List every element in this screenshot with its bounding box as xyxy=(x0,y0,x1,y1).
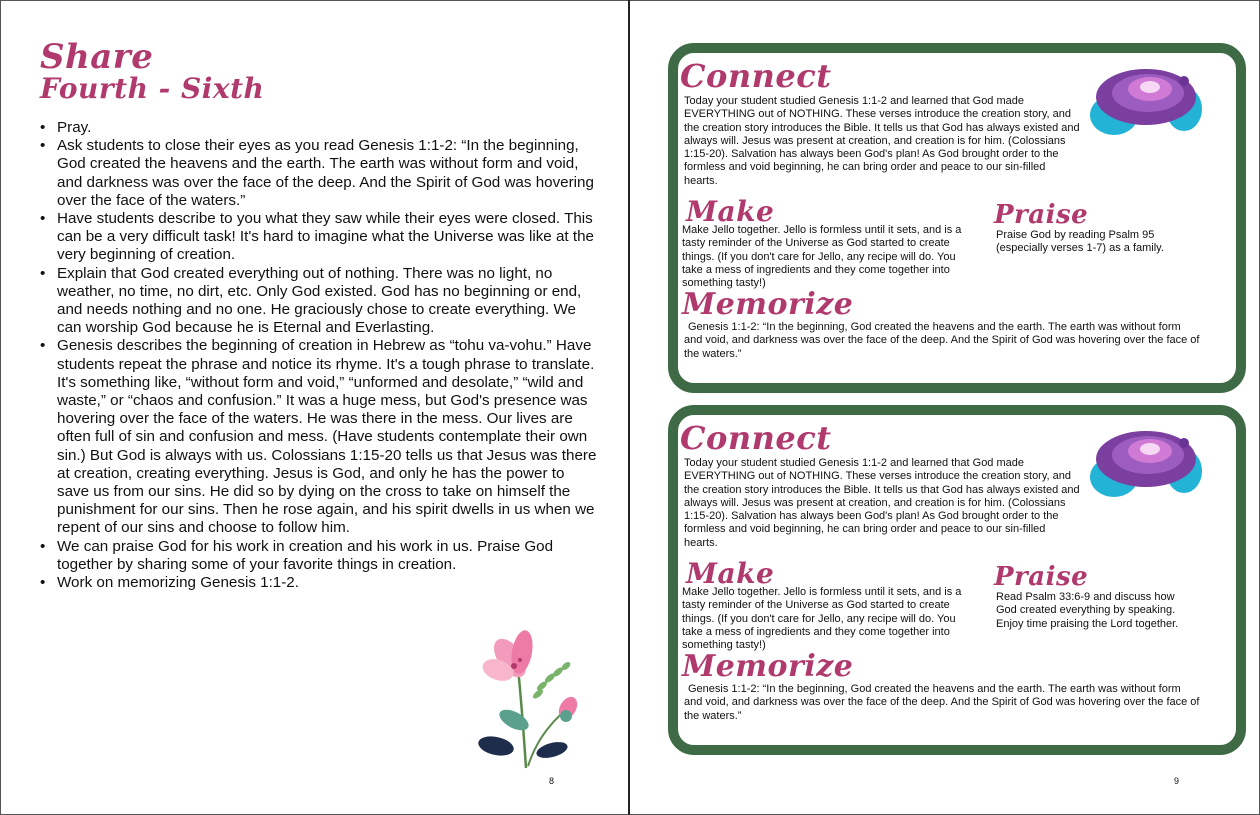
page-number: 8 xyxy=(549,776,555,786)
praise-heading: Praise xyxy=(994,562,1089,592)
praise-text: Praise God by reading Psalm 95 (especially verses 1-7) as a family. xyxy=(996,229,1164,255)
activity-card xyxy=(668,405,1246,755)
memorize-heading: Memorize xyxy=(682,287,854,322)
make-heading: Make xyxy=(686,557,775,590)
list-item: • Ask students to close their eyes as you read Genesis 1:1-2: “In the beginning, God created the heavens and the earth. The earth was without form and void, and darkness was over the face of the deep. And the Spirit of God was hovering over the face of the waters.” xyxy=(38,137,598,210)
activity-card xyxy=(668,43,1246,393)
make-heading: Make xyxy=(686,195,775,228)
connect-heading: Connect xyxy=(680,419,832,457)
list-item: • Have students describe to you what they saw while their eyes were closed. This can be a very difficult task! It's hard to imagine what the Universe was like at the very beginning of creation. xyxy=(38,210,598,265)
list-item: • We can praise God for his work in creation and his work in us. Praise God together by sharing some of your favorite things in creation. xyxy=(38,538,598,574)
page-number: 9 xyxy=(1174,776,1180,786)
memorize-text: Genesis 1:1-2: “In the beginning, God created the heavens and the earth. The earth was without form and void, and darkness was over the face of the deep. And the Spirit of God was hovering over the face of the waters.” xyxy=(684,321,1200,360)
connect-heading: Connect xyxy=(680,57,832,95)
flower-illustration xyxy=(478,628,578,773)
memorize-heading: Memorize xyxy=(682,649,854,684)
connect-text: Today your student studied Genesis 1:1-2 and learned that God made EVERYTHING out of NOTHING. These verses introduce the creation story, and the creation story introduces the Bible. It tells us that God has always existed and always will. Jesus was present at creation, and creation is for him. (Colossians 1:15-20). Salvation has always been God's plan! As God brought order to the formless and void beginning, he can bring order and peace to our sin-filled hearts. xyxy=(684,95,1080,187)
make-text: Make Jello together. Jello is formless until it sets, and is a tasty reminder of the Universe as God started to create things. (If you don't care for Jello, any recipe will do. You take a mess of ingredients and they come together into something tasty!) xyxy=(682,586,962,652)
page-subtitle: Fourth - Sixth xyxy=(40,72,265,105)
right-page xyxy=(630,0,1258,813)
galaxy-illustration xyxy=(1086,59,1204,141)
page-title: Share xyxy=(40,37,154,77)
list-item: • Genesis describes the beginning of creation in Hebrew as “tohu va-vohu.” Have students repeat the phrase and notice its rhyme. It's a tough phrase to translate. It's something like, “without form and void,” “unformed and desolate,” “wild and waste,” or “chaos and confusion.” It was a huge mess, but God's presence was hovering over the face of the waters. He was there in the mess. Our lives are often full of sin and confusion and mess. (Have students contemplate their own sin.) But God is always with us. Colossians 1:15-20 tells us that Jesus was there at creation, creating everything. Jesus is God, and only he has the power to save us from our sins. He did so by dying on the cross to take on himself the punishment for our sins. Then he rose again, and his spirit dwells in us when we repent of our sins and choose to follow him. xyxy=(38,337,598,537)
connect-text: Today your student studied Genesis 1:1-2 and learned that God made EVERYTHING out of NOTHING. These verses introduce the creation story, and the creation story introduces the Bible. It tells us that God has always existed and always will. Jesus was present at creation, and creation is for him. (Colossians 1:15-20). Salvation has always been God's plan! As God brought order to the formless and void beginning, he can bring order and peace to our sin-filled hearts. xyxy=(684,457,1080,549)
praise-text: Read Psalm 33:6-9 and discuss how God created everything by speaking. Enjoy time praising the Lord together. xyxy=(996,591,1179,630)
galaxy-illustration xyxy=(1086,421,1204,503)
make-text: Make Jello together. Jello is formless until it sets, and is a tasty reminder of the Universe as God started to create things. (If you don't care for Jello, any recipe will do. You take a mess of ingredients and they come together into something tasty!) xyxy=(682,224,962,290)
instruction-list xyxy=(38,119,598,592)
praise-heading: Praise xyxy=(994,200,1089,230)
list-item: • Explain that God created everything out of nothing. There was no light, no weather, no time, no dirt, etc. Only God existed. God has no beginning or end, and needs nothing and no one. He graciously chose to create everything. We can worship God because he is Eternal and Everlasting. xyxy=(38,265,598,338)
list-item: • Work on memorizing Genesis 1:1-2. xyxy=(38,574,598,592)
list-item: • Pray. xyxy=(38,119,598,137)
memorize-text: Genesis 1:1-2: “In the beginning, God created the heavens and the earth. The earth was without form and void, and darkness was over the face of the deep. And the Spirit of God was hovering over the face of the waters.” xyxy=(684,683,1200,722)
left-page xyxy=(0,0,628,813)
